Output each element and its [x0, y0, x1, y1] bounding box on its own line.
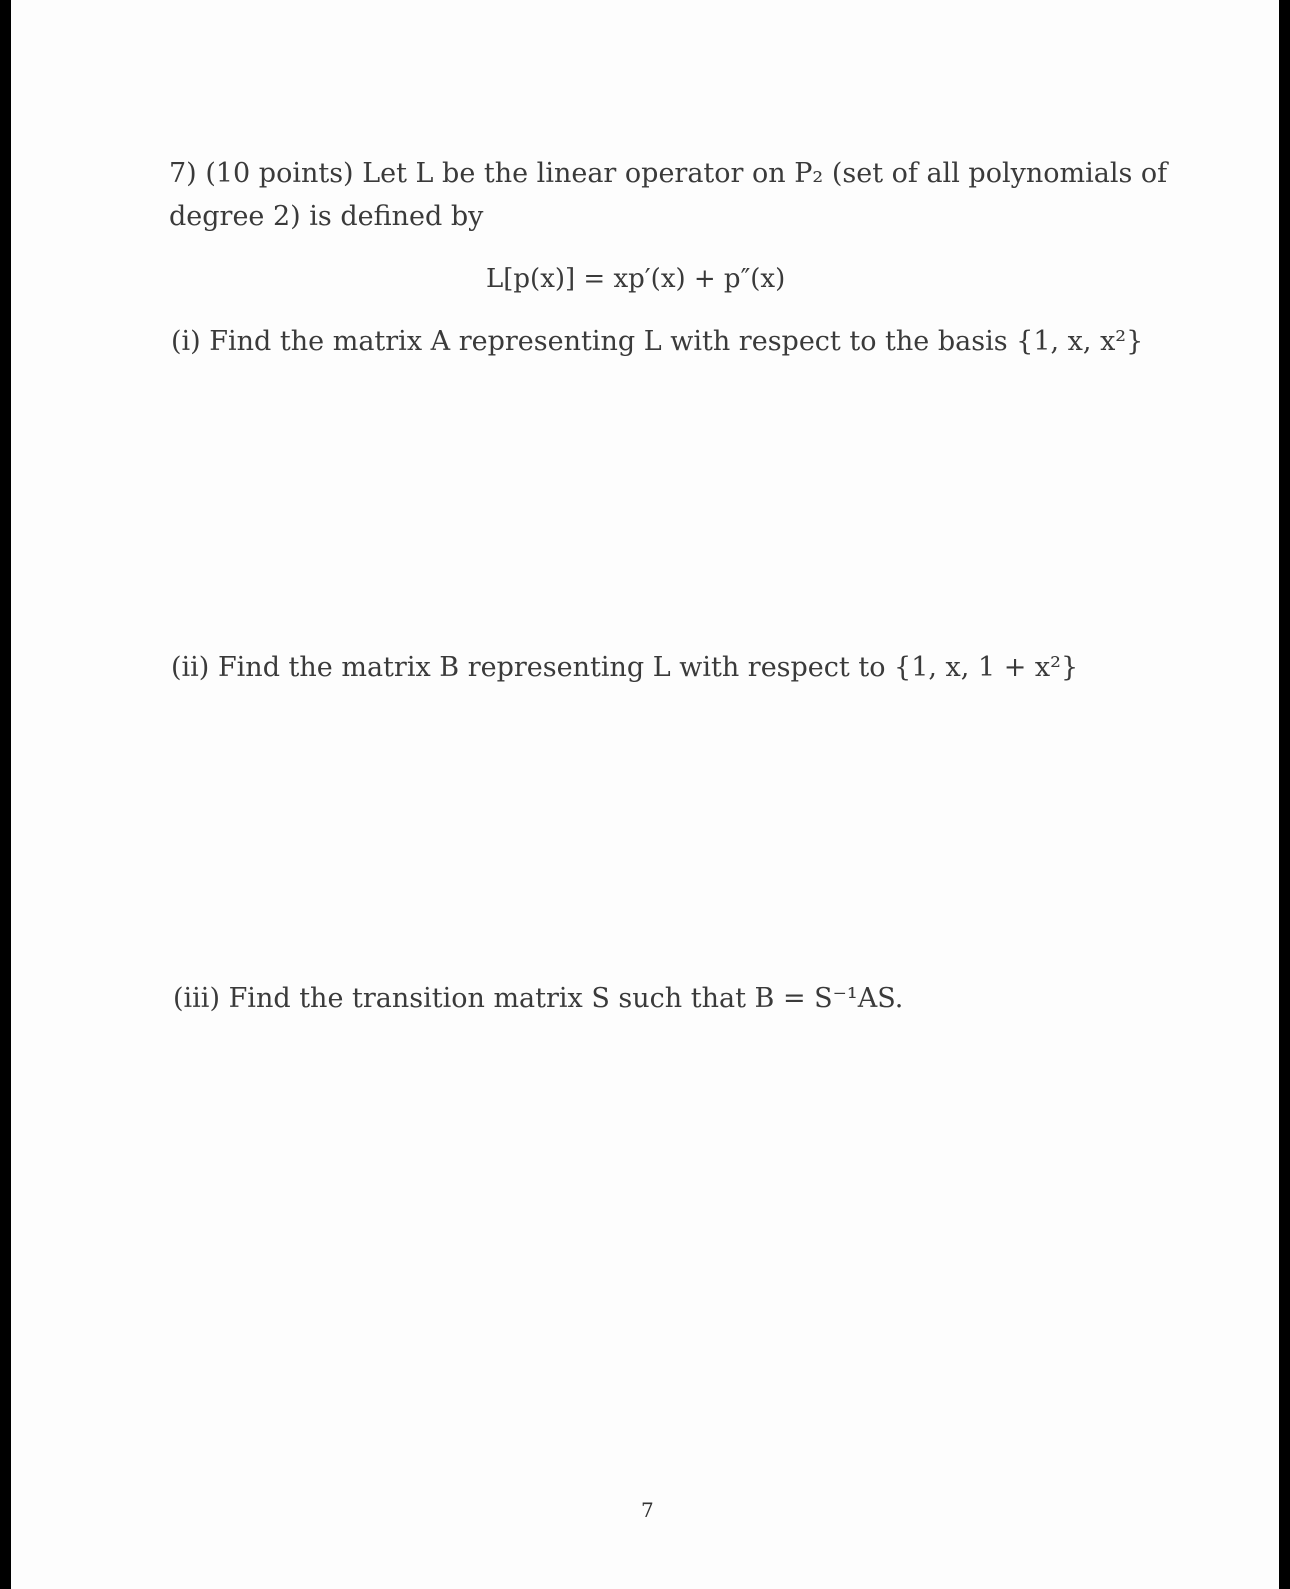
problem-intro-line-1	[169, 157, 1167, 191]
part-i	[171, 325, 1143, 359]
problem-number: 7)	[169, 158, 197, 189]
part-iii-label: (iii)	[173, 983, 220, 1014]
part-ii-label: (ii)	[171, 652, 210, 683]
part-iii-text: Find the transition matrix S such that B = S⁻¹AS.	[228, 983, 904, 1014]
part-i-label: (i)	[171, 326, 201, 357]
page-number: 7	[641, 1498, 654, 1522]
problem-intro-line-2: degree 2) is defined by	[169, 201, 484, 232]
exam-page	[11, 0, 1279, 1589]
part-ii	[171, 651, 1078, 685]
operator-equation: L[p(x)] = xp′(x) + p″(x)	[486, 264, 786, 294]
part-ii-text: Find the matrix B representing L with respect to {1, x, 1 + x²}	[217, 652, 1079, 683]
part-iii	[173, 982, 903, 1016]
part-i-text: Find the matrix A representing L with respect to the basis {1, x, x²}	[209, 326, 1144, 357]
problem-points: (10 points)	[205, 158, 354, 189]
problem-intro-text: Let L be the linear operator on P₂ (set of all polynomials of	[362, 158, 1168, 189]
